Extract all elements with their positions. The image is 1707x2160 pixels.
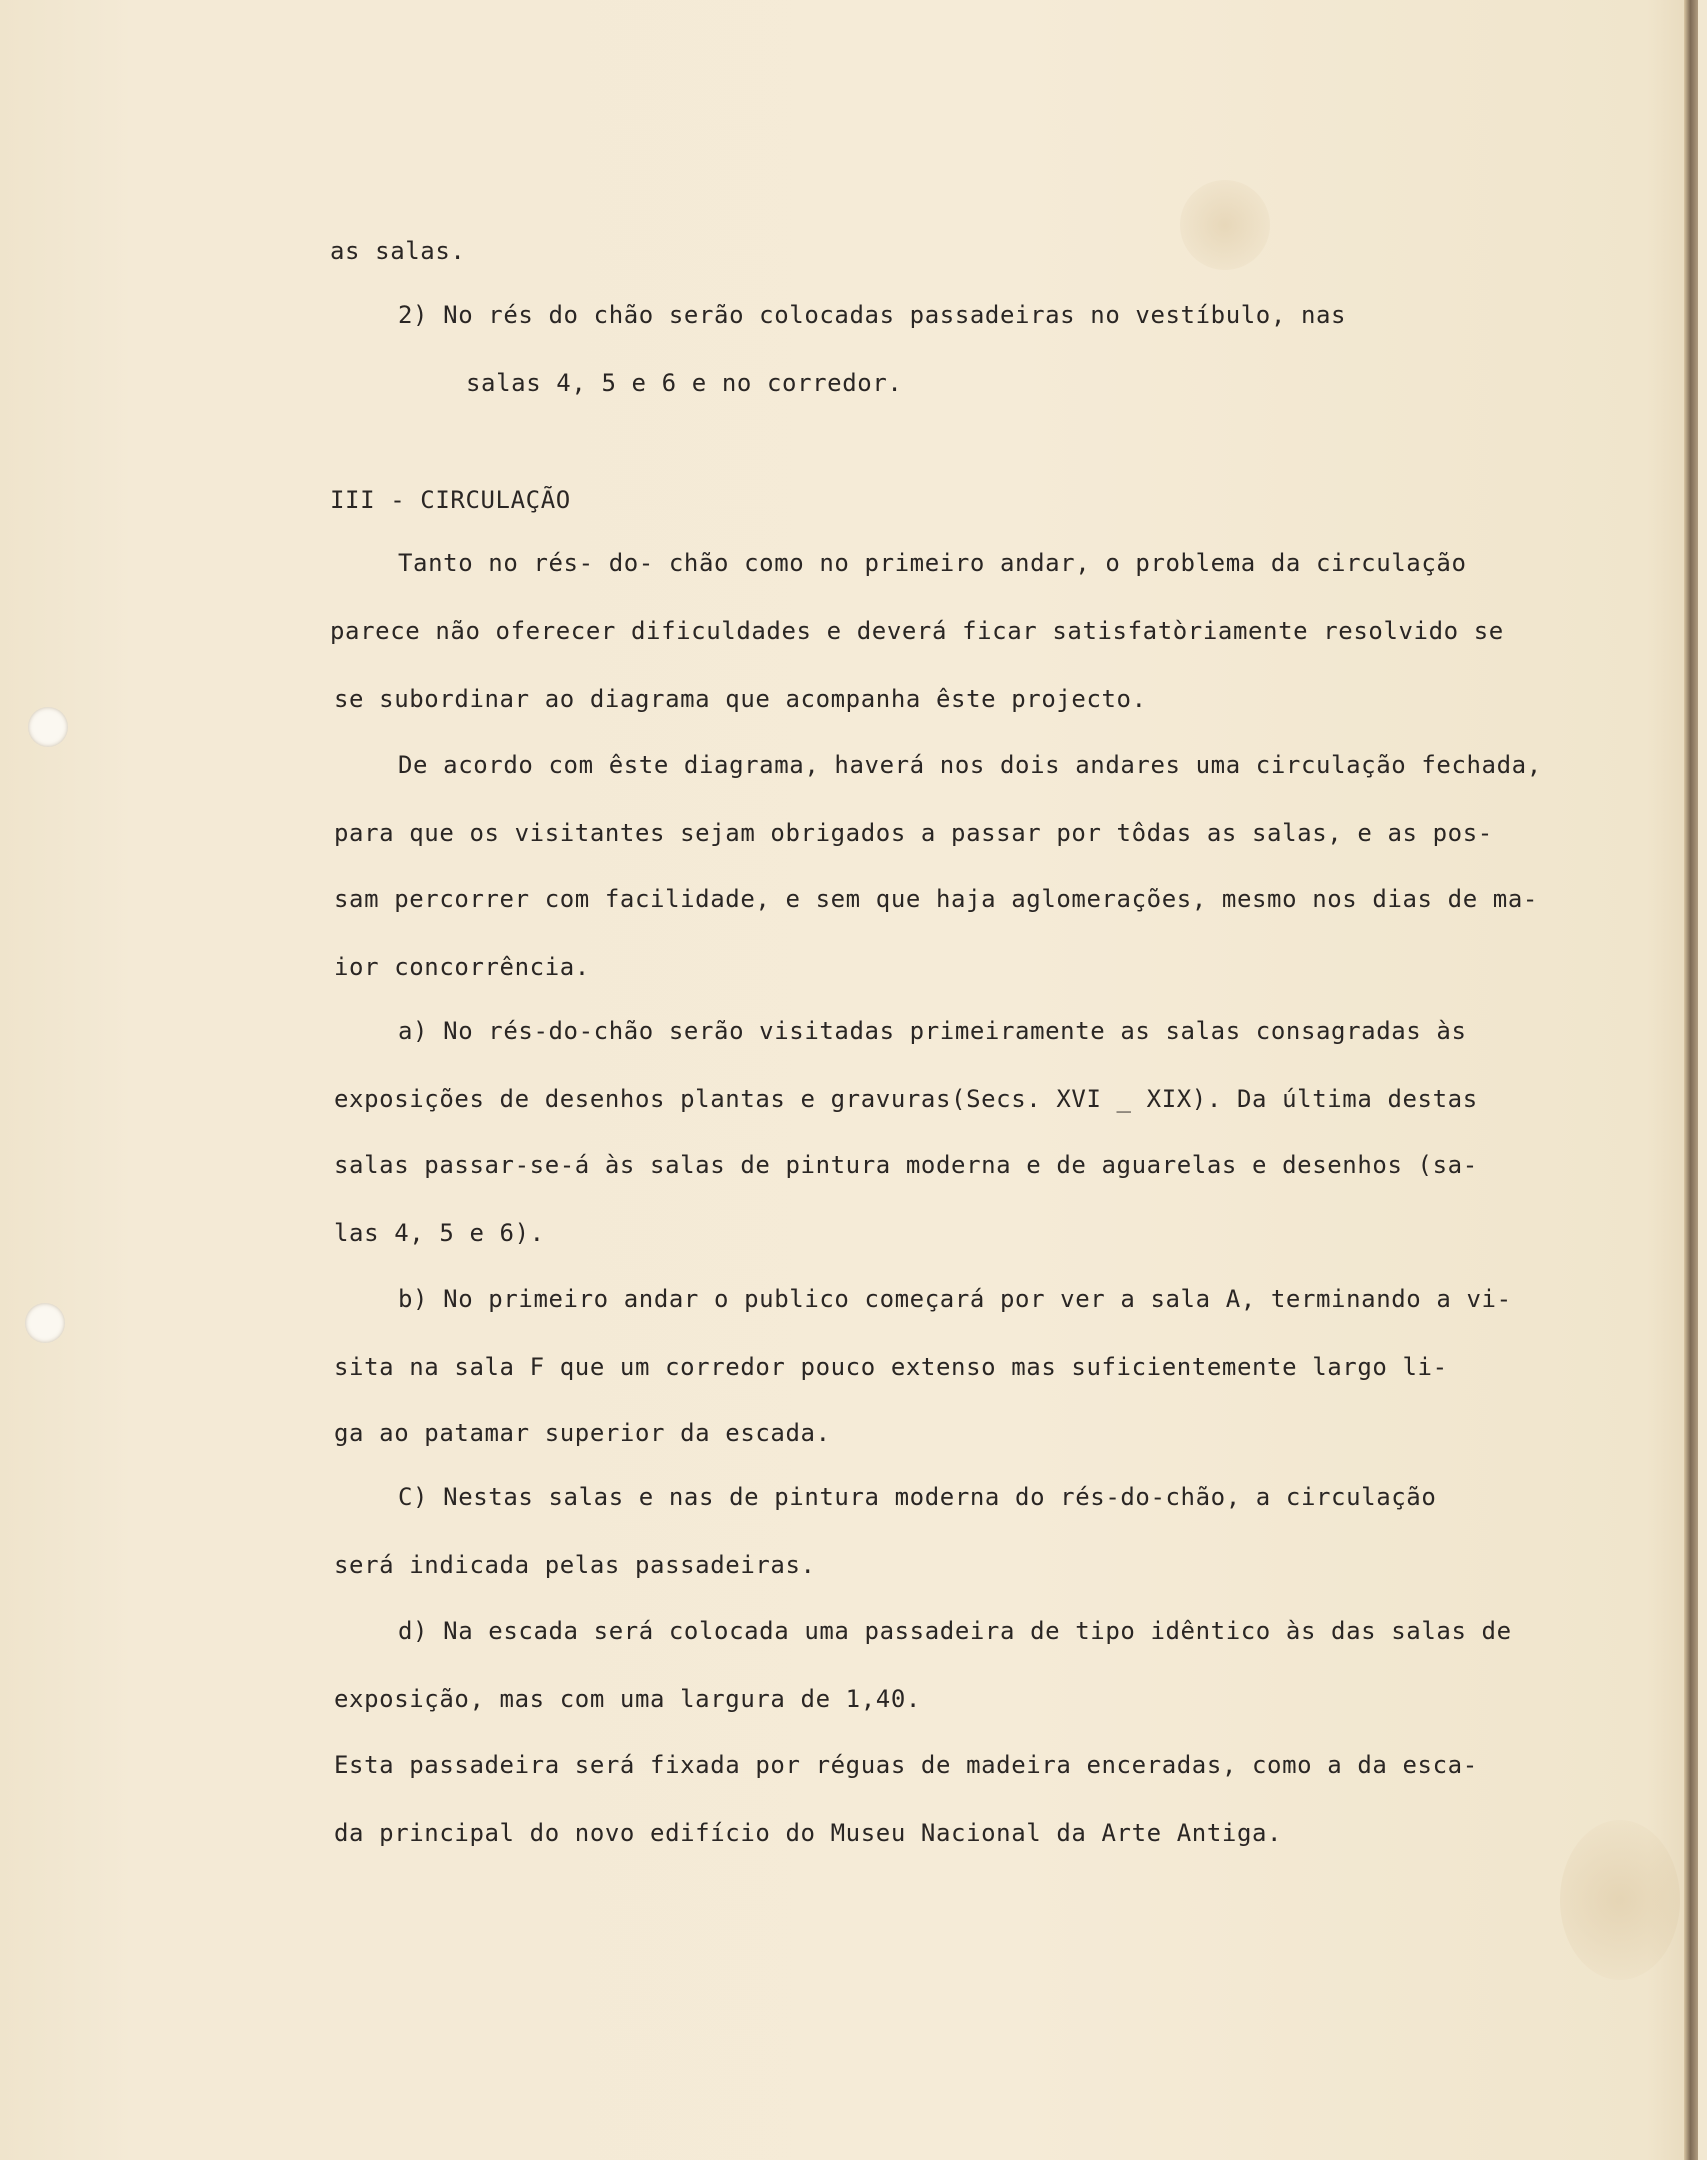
- paragraph-line: ga ao patamar superior da escada.: [334, 1419, 831, 1447]
- paragraph-line: ior concorrência.: [334, 953, 590, 981]
- punch-hole: [28, 707, 68, 747]
- paper-edge: [1684, 0, 1698, 2160]
- list-item: C) Nestas salas e nas de pintura moderna do rés-do-chão, a circulação: [398, 1483, 1437, 1511]
- paragraph-line: sita na sala F que um corredor pouco extenso mas suficientemente largo li-: [334, 1353, 1448, 1381]
- list-item: a) No rés-do-chão serão visitadas primeiramente as salas consagradas às: [398, 1017, 1467, 1045]
- paragraph-line: Esta passadeira será fixada por réguas de madeira enceradas, como a da esca-: [334, 1751, 1478, 1779]
- list-item: d) Na escada será colocada uma passadeira de tipo idêntico às das salas de: [398, 1617, 1512, 1645]
- section-heading: III - CIRCULAÇÃO: [330, 486, 571, 514]
- paragraph-line: parece não oferecer dificuldades e deverá ficar satisfatòriamente resolvido se: [330, 617, 1504, 645]
- punch-hole: [25, 1303, 65, 1343]
- paragraph-line: salas passar-se-á às salas de pintura moderna e de aguarelas e desenhos (sa-: [334, 1151, 1478, 1179]
- paragraph-line: Tanto no rés- do- chão como no primeiro andar, o problema da circulação: [398, 549, 1467, 577]
- paper-stain: [1180, 180, 1270, 270]
- paragraph-line: sam percorrer com facilidade, e sem que haja aglomerações, mesmo nos dias de ma-: [334, 885, 1538, 913]
- paragraph-line: será indicada pelas passadeiras.: [334, 1551, 816, 1579]
- text-line: as salas.: [330, 237, 466, 265]
- paragraph-line: exposições de desenhos plantas e gravuras(Secs. XVI _ XIX). Da última destas: [334, 1085, 1478, 1113]
- paragraph-line: se subordinar ao diagrama que acompanha êste projecto.: [334, 685, 1147, 713]
- paragraph-line: las 4, 5 e 6).: [334, 1219, 545, 1247]
- paragraph-line: exposição, mas com uma largura de 1,40.: [334, 1685, 921, 1713]
- paragraph-line: para que os visitantes sejam obrigados a passar por tôdas as salas, e as pos-: [334, 819, 1493, 847]
- list-item: 2) No rés do chão serão colocadas passadeiras no vestíbulo, nas: [398, 301, 1347, 329]
- paragraph-line: da principal do novo edifício do Museu Nacional da Arte Antiga.: [334, 1819, 1283, 1847]
- list-item: b) No primeiro andar o publico começará por ver a sala A, terminando a vi-: [398, 1285, 1512, 1313]
- text-line: salas 4, 5 e 6 e no corredor.: [466, 369, 903, 397]
- paragraph-line: De acordo com êste diagrama, haverá nos dois andares uma circulação fechada,: [398, 751, 1542, 779]
- paper-stain: [1560, 1820, 1680, 1980]
